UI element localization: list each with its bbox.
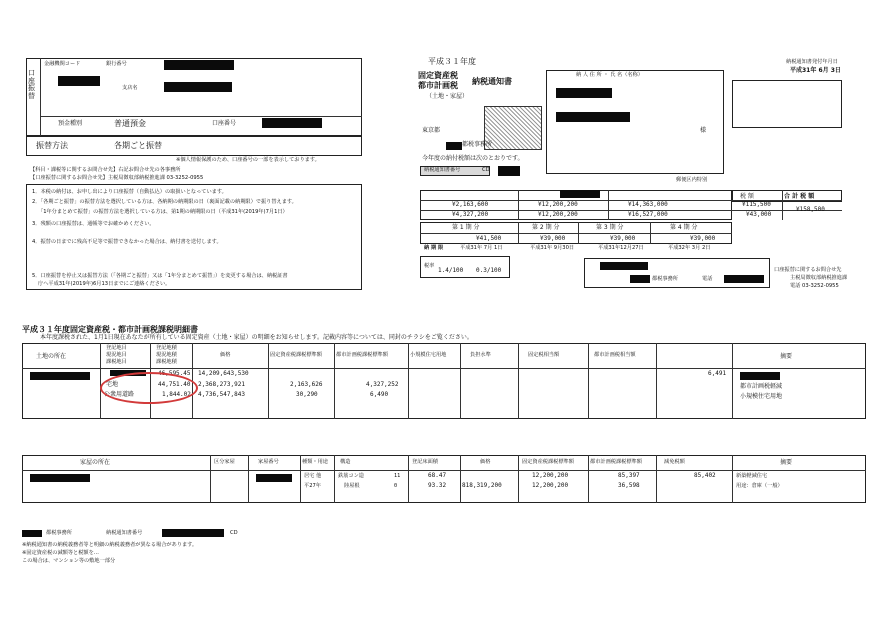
house-row-2-struct: 陸屋根 [344,483,360,489]
note-2: 2．「各期ごと振替」の振替方法を選択している方は、各納期の納期限の日（裏面記載の納期限）で振り替えます。 [32,199,297,205]
redacted-taxpayer-1 [556,88,612,98]
divider [334,455,335,503]
redacted-footer-office [22,530,42,537]
house-value: ¥4,327,200 [452,211,489,218]
period-4: 第 4 期 分 [670,224,698,231]
redacted-institution [58,76,100,86]
house-row-2-price: 818,319,200 [462,482,502,489]
redacted-office-2 [630,275,650,283]
postal-note: 郵便区内特別 [676,177,708,183]
inquiry-box [732,80,842,128]
tax-office-name: 都税事務所 [462,141,493,148]
divider [22,470,866,471]
land-header-reg-area: 登記地積 [156,345,177,351]
divider [518,343,519,419]
land-header-cur-area: 現況地積 [156,352,177,358]
house-row-2-kind: 平27年 [304,483,321,489]
house-header-location: 家屋の所在 [80,459,111,466]
redacted-account-number [262,118,322,128]
divider [782,190,783,220]
tax-fixed: ¥115,500 [742,201,771,208]
divider [518,222,519,244]
house-row-1-area: 68.47 [428,472,447,479]
method-label: 振替方法 [36,141,68,150]
rate-label: 税率 [424,263,435,269]
land-header-price: 価格 [220,352,231,358]
divider [608,190,609,220]
house-header-reduce: 減免税額 [664,459,685,465]
redacted-house-location [30,474,90,482]
redacted-taxpayer-2 [556,112,630,122]
office-label: 都税事務所 [652,276,678,282]
note-6: 5．口座振替を停止又は振替方法（「各期ごと振替」又は「1年分まとめて振替」）を変更する場合は、納税証書 [32,273,288,279]
divider [656,455,657,503]
land-header-small: 小規模住宅用地 [410,352,447,358]
inquiry-note-1: 【科目・課税等に関するお問合せ先】右記お問合せ先の各事務所 [30,167,181,173]
rate-2: 0.3/100 [476,267,502,274]
amount-2: ¥39,000 [540,235,566,242]
land-header-location: 土地の所在 [36,353,67,360]
land-value: ¥2,163,600 [452,201,489,208]
rate-1: 1.4/100 [438,267,464,274]
highlight-oval [100,372,198,404]
deadline-label: 納 期 限 [424,245,444,251]
deposit-type-label: 預金種別 [58,120,83,127]
divider [334,343,335,419]
land-row-3-price: 4,736,547,843 [198,391,245,398]
method-value: 各期ごと振替 [114,141,162,150]
footer-office: 都税事務所 [46,530,72,536]
house-row-1-kind: 居宅 他 [304,473,322,479]
house-remarks-1: 新築軽減住宅 [736,473,768,479]
land-value-3: ¥14,363,000 [628,201,668,208]
amount-3: ¥39,000 [610,235,636,242]
amount-4: ¥39,000 [690,235,716,242]
house-row-2-area: 93.32 [428,482,447,489]
divider [588,455,589,503]
divider [40,116,362,117]
tax-total: ¥158,500 [796,206,825,213]
redacted-phone [724,275,764,283]
house-header-number: 家屋番号 [258,459,279,465]
land-row-1-tax: 6,491 [708,370,727,377]
account-inquiry: 口座振替に関するお問合せ先 [774,267,842,273]
tax-amount-header: 税 額 [740,193,754,200]
deadline-3: 平成31年12月27日 [598,245,644,251]
land-header-remarks: 摘要 [780,353,793,360]
notice-year: 平成３１年度 [428,57,476,66]
house-row-1-reduce: 85,402 [694,472,716,479]
house-header-city-std: 都市計画税課税標準額 [590,459,642,465]
note-7: 庁へ平成31年(2019年)6月13日までにご連絡ください。 [38,281,171,287]
divider [656,343,657,419]
issue-date: 平成31年 6月 3日 [790,67,841,74]
land-row-2-type: 宅地 [106,381,119,388]
land-row-2-city: 4,327,252 [366,381,399,388]
cd-label: CD [482,167,490,173]
redacted-address [446,142,462,150]
footer-notice-no: 納税通知書番号 [106,530,143,536]
divider [732,343,733,419]
house-row-1-fixed: 12,200,200 [532,472,569,479]
notice-type: （土地・家屋） [426,93,469,100]
redacted-notice-number [498,166,520,176]
notice-title: 納税通知書 [472,77,512,86]
land-row-2-price: 2,368,273,921 [198,381,245,388]
divider [420,233,732,234]
house-row-2-fixed: 12,200,200 [532,482,569,489]
land-header-city-equiv: 都市計画税相当額 [594,352,636,358]
detail-subtitle: 本年度課税された、1月1日現在あなたが所有している固定資産（土地・家屋）の明細をお知らせします。記載内容等については、同封のチラシをご覧ください。 [40,334,473,341]
redacted-branch [164,82,232,92]
address-city: 東京都 [422,127,441,134]
house-row-2-city: 36,598 [618,482,640,489]
land-row-3-type: 公衆用道路 [104,391,135,398]
house-row-2-floors: 0 [394,483,398,489]
financial-institution-label: 金融機関コード [44,61,81,67]
period-3: 第 3 期 分 [596,224,624,231]
inquiry-note-2: 【口座振替に関するお問合せ先】主税局徴収部納税推進課 03-3252-0955 [30,175,204,181]
note-5: 4．振替の日までに残高不足等で振替できなかった場合は、納付書を送付します。 [32,239,222,245]
land-row-3-fixed: 30,290 [296,391,318,398]
land-remarks-2: 小規模住宅用地 [740,393,783,400]
phone-label: 電話 [702,276,713,282]
land-header-reg-category: 登記地目 [106,345,127,351]
tax-name-2: 都市計画税 [418,81,458,90]
redacted-house-number [256,474,292,482]
account-inquiry-2: 主税局徴収部納税推進課 [790,275,848,281]
period-2: 第 2 期 分 [532,224,560,231]
divider [408,343,409,419]
divider [518,455,519,503]
divider [408,455,409,503]
house-header-unit: 区分家屋 [214,459,235,465]
foot-note-2: ※固定資産税の減額等と税額を… [22,550,99,556]
period-1: 第 1 期 分 [452,224,480,231]
deadline-4: 平成32年 3月 2日 [668,245,711,251]
honorific: 様 [700,127,707,134]
footer-cd: CD [230,530,238,536]
deadline-2: 平成31年 9月30日 [530,245,575,251]
foot-note-3: この場合は、マンション等の敷地一部分 [22,558,116,564]
land-header-tax-category: 課税地目 [106,359,127,365]
detail-title: 平成３１年度固定資産税・都市計画税課税明細書 [22,325,198,334]
redacted-footer-number [162,529,224,537]
land-row-1-price: 14,209,643,530 [198,370,249,377]
deadline-1: 平成31年 7月 1日 [460,245,503,251]
account-transfer-label: 口座振替 [28,69,35,101]
total-header: 合 計 税 額 [784,193,815,200]
land-remarks-1: 都市計画税軽減 [740,383,783,390]
land-row-2-area: 44,751.40 [158,381,191,388]
amount-1: ¥41,500 [476,235,502,242]
redacted-land-location [30,372,90,380]
land-header-fixed-equiv: 固定税相当額 [528,352,560,358]
note-4: 3．残額の口座振替は、通帳等でお確かめください。 [32,221,155,227]
divider [268,343,269,419]
land-row-1-area: 46,595.45 [158,370,191,377]
issue-date-label: 納税通知書発付年月日 [786,59,838,65]
redacted-office-1 [600,262,648,270]
house-row-1-struct: 鉄筋コン造 [338,473,364,479]
notice-number-label: 納税通知書番号 [424,167,461,173]
divider [40,58,41,136]
divider [732,455,733,503]
land-row-2-fixed: 2,163,626 [290,381,323,388]
redacted-value-a [560,190,600,198]
taxpayer-header: 納 人 住 所 ・ 氏 名（名称） [576,72,643,78]
bank-code-label: 銀行番号 [106,61,127,67]
divider [22,368,866,369]
note-1: 1．本税の納付は、お申し出により口座振替（自動払込）の取扱いとなっています。 [32,189,227,195]
house-row-1-floors: 11 [394,473,401,479]
method-box [26,136,362,156]
intro-text: 今年度の納付税額は次のとおりです。 [422,155,524,162]
barcode-stamp [484,106,542,150]
land-header-city-std: 都市計画税課税標準額 [336,352,388,358]
house-remarks-2: 用途：倉庫（一般） [736,483,783,489]
land-header-tax-area: 課税地積 [156,359,177,365]
tax-name-1: 固定資産税 [418,71,458,80]
house-header-kind: 種類・用途 [302,459,328,465]
house-value-3: ¥16,527,000 [628,211,668,218]
land-row-3-area: 1,844.02 [162,391,191,398]
divider [460,455,461,503]
land-header-fixed-std: 固定資産税課税標準額 [270,352,322,358]
branch-name-label: 支店名 [122,85,138,91]
tax-city: ¥43,000 [746,211,772,218]
privacy-note: ※個人情報保護のため、口座番号の一部を表示しております。 [176,157,320,163]
divider [248,455,249,503]
divider [460,343,461,419]
house-header-area: 登記床面積 [412,459,438,465]
divider [578,222,579,244]
taxpayer-box [546,70,724,174]
house-header-fixed-std: 固定資産税課税標準額 [522,459,574,465]
divider [650,222,651,244]
redacted-bank-code [164,60,234,70]
account-inquiry-3: 電話 03-3252-0955 [790,283,839,289]
house-header-remarks: 摘要 [780,459,793,466]
land-value-2: ¥12,200,200 [538,201,578,208]
redacted-remarks [740,372,780,380]
note-3: 「1年分まとめて振替」の振替方法を選択している方は、第1期の納期限の日（平成31年(2019年)7月1日） [38,209,288,215]
divider [210,455,211,503]
foot-note-1: ※納税通知書の納税義務者等と明細の納税義務者が異なる場合があります。 [22,542,198,548]
divider [300,455,301,503]
account-number-label: 口座番号 [212,120,237,127]
house-value-2: ¥12,200,200 [538,211,578,218]
divider [518,190,519,220]
house-header-struct: 構造 [340,459,351,465]
house-row-1-city: 85,397 [618,472,640,479]
land-header-cur-category: 現況地目 [106,352,127,358]
house-header-price: 価格 [480,459,491,465]
land-header-burden: 負担水準 [470,352,491,358]
divider [100,343,101,419]
deposit-type-value: 普通預金 [114,119,146,128]
divider [588,343,589,419]
land-row-3-city: 6,490 [370,391,389,398]
